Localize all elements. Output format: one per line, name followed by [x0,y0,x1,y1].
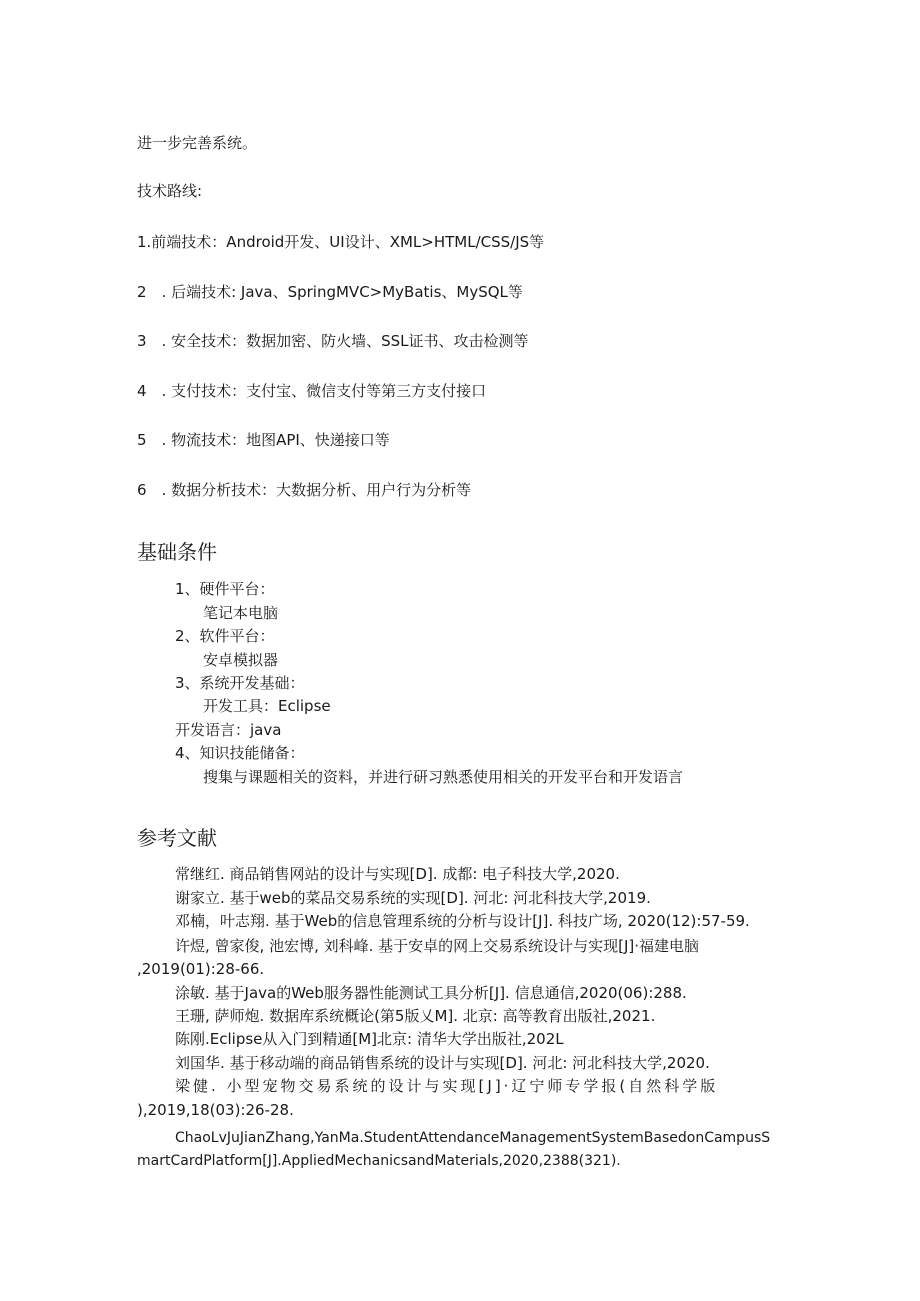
basics-item-dev-tool: 开发工具：Eclipse [203,697,331,715]
basics-item-knowledge: 4、知识技能储备： [175,744,305,762]
tech-route-1: 1.前端技术：Android开发、UI设计、XML>HTML/CSS/JS等 [137,233,545,251]
reference-6: 王珊, 萨师炮. 数据库系统概论(第5版乂M]. 北京: 高等教育出版社,2021. [175,1007,656,1025]
reference-8: 刘国华. 基于移动端的商品销售系统的设计与实现[D]. 河北: 河北科技大学,2020. [175,1054,710,1072]
references-heading: 参考文献 [137,826,217,850]
reference-9-cont: ),2019,18(03):26-28. [137,1101,294,1119]
reference-10-cont: martCardPlatform[J].AppliedMechanicsandMaterials,2020,2388(321). [137,1153,621,1169]
basics-item-laptop: 笔记本电脑 [203,604,279,622]
basics-item-hardware: 1、硬件平台： [175,580,275,598]
route-title: 技术路线: [137,182,203,200]
basics-item-research: 搜集与课题相关的资料，并进行研习熟悉使用相关的开发平台和开发语言 [203,768,684,786]
reference-7: 陈刚.Eclipse从入门到精通[M]北京: 清华大学出版社,202L [175,1030,564,1048]
tech-route-6: 6 . 数据分析技术：大数据分析、用户行为分析等 [137,481,472,499]
basics-item-emulator: 安卓模拟器 [203,651,279,669]
basics-item-software: 2、软件平台： [175,627,275,645]
reference-2: 谢家立. 基于web的菜品交易系统的实现[D]. 河北: 河北科技大学,2019. [175,889,651,907]
reference-10: ChaoLvJuJianZhang,YanMa.StudentAttendanceManagementSystemBasedonCampusS [175,1130,771,1146]
intro-line: 进一步完善系统。 [137,134,258,152]
reference-4: 许煜, 曾家俊, 池宏博, 刘科峰. 基于安卓的网上交易系统设计与实现[J]·福建电脑 [175,937,700,955]
tech-route-2: 2 . 后端技术: Java、SpringMVC>MyBatis、MySQL等 [137,283,523,301]
tech-route-3: 3 . 安全技术：数据加密、防火墙、SSL证书、攻击检测等 [137,332,529,350]
tech-route-4: 4 . 支付技术：支付宝、微信支付等第三方支付接口 [137,382,487,400]
basics-heading: 基础条件 [137,540,217,564]
basics-item-dev-basis: 3、系统开发基础： [175,674,305,692]
basics-item-dev-lang: 开发语言：java [175,721,282,739]
reference-4-cont: ,2019(01):28-66. [137,960,265,978]
reference-5: 涂敏. 基于Java的Web服务器性能测试工具分析[J]. 信息通信,2020(06):288. [175,984,687,1002]
reference-9: 梁健. 小型宠物交易系统的设计与实现[J]·辽宁师专学报(自然科学版 [175,1077,719,1095]
tech-route-5: 5 . 物流技术：地图API、快递接口等 [137,431,390,449]
reference-1: 常继红. 商品销售网站的设计与实现[D]. 成都: 电子科技大学,2020. [175,865,620,883]
reference-3: 邓楠，叶志翔. 基于Web的信息管理系统的分析与设计[J]. 科技广场, 2020(12):57-59. [175,912,750,930]
